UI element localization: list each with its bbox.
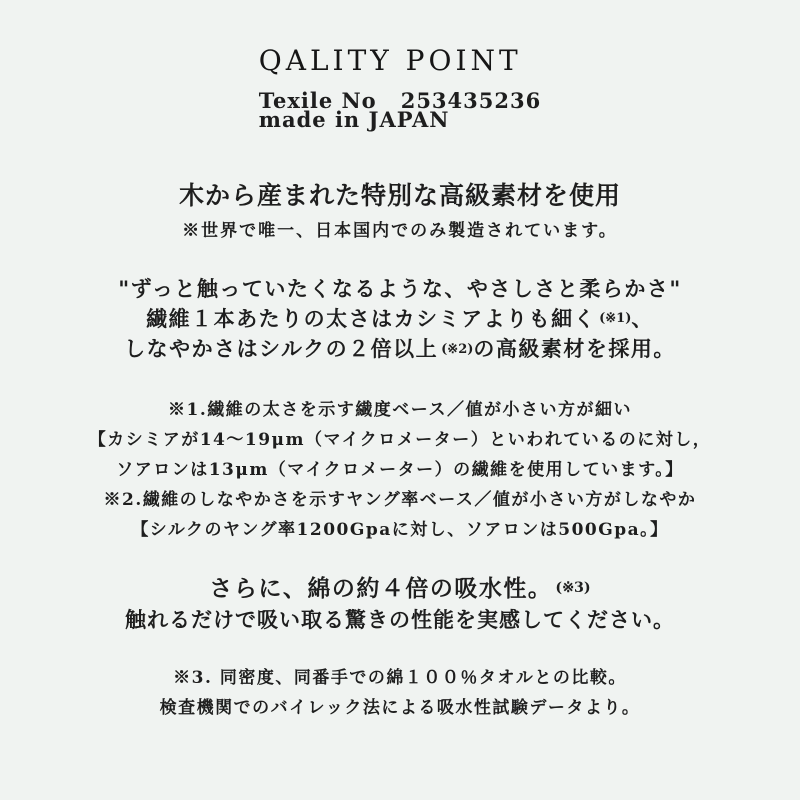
feature-suppleness-text: しなやかさはシルクの２倍以上 (124, 336, 439, 362)
made-in-japan-label: made in JAPAN (258, 107, 450, 132)
header (0, 44, 800, 132)
footnote-3 (0, 663, 800, 723)
feature-fineness-text: 繊維１本あたりの太さはカシミアよりも細く (146, 306, 597, 331)
feature-fineness-line (0, 304, 800, 334)
footnote-2-title: ※2.繊維のしなやかさを示すヤング率ベース／値が小さい方がしなやか (103, 490, 697, 510)
footnotes-1-2 (0, 395, 800, 545)
footnote-2-detail: 【シルクのヤング率1200Gpaに対し、ソアロンは500Gpa。】 (131, 520, 669, 540)
footnote-1-detail-b: ソアロンは13μm（マイクロメーター）の繊維を使用しています。】 (116, 460, 684, 480)
footnote-3-title: ※3. 同密度、同番手での綿１００％タオルとの比較。 (173, 668, 627, 688)
feature-suppleness-tail: の高級素材を採用。 (473, 336, 676, 362)
main-headline: 木から産まれた特別な高級素材を使用 (178, 181, 621, 210)
feature-quote-line: "ずっと触っていたくなるような、やさしさと柔らかさ" (118, 276, 682, 301)
header-inner (258, 44, 542, 132)
headline-note: ※世界で唯一、日本国内でのみ製造されています。 (182, 221, 618, 241)
absorbency-subline: 触れるだけで吸い取る驚きの性能を実感してください。 (125, 606, 675, 632)
ref-mark-1: (※1) (599, 311, 632, 327)
footnote-3-detail: 検査機関でのバイレック法による吸水性試験データより。 (159, 698, 641, 718)
page-title: QALITY POINT (258, 44, 522, 77)
footnote-1-title: ※1.繊維の太さを示す繊度ベース／値が小さい方が細い (168, 400, 632, 420)
feature-block (0, 274, 800, 365)
textile-no-value: 253435236 (400, 88, 542, 113)
feature-fineness-tail: 、 (631, 306, 654, 331)
ref-mark-2: (※2) (441, 341, 474, 357)
ref-mark-3: (※3) (555, 580, 591, 596)
absorbency-headline-text: さらに、綿の約４倍の吸水性。 (209, 574, 553, 602)
textile-no-label: Texile No (258, 88, 377, 113)
absorbency-headline (0, 572, 800, 605)
footnote-1-detail-a: 【カシミアが14～19μm（マイクロメーター）といわれているのに対し， (88, 430, 712, 450)
feature-suppleness-line (0, 334, 800, 364)
absorbency-block (0, 572, 800, 635)
